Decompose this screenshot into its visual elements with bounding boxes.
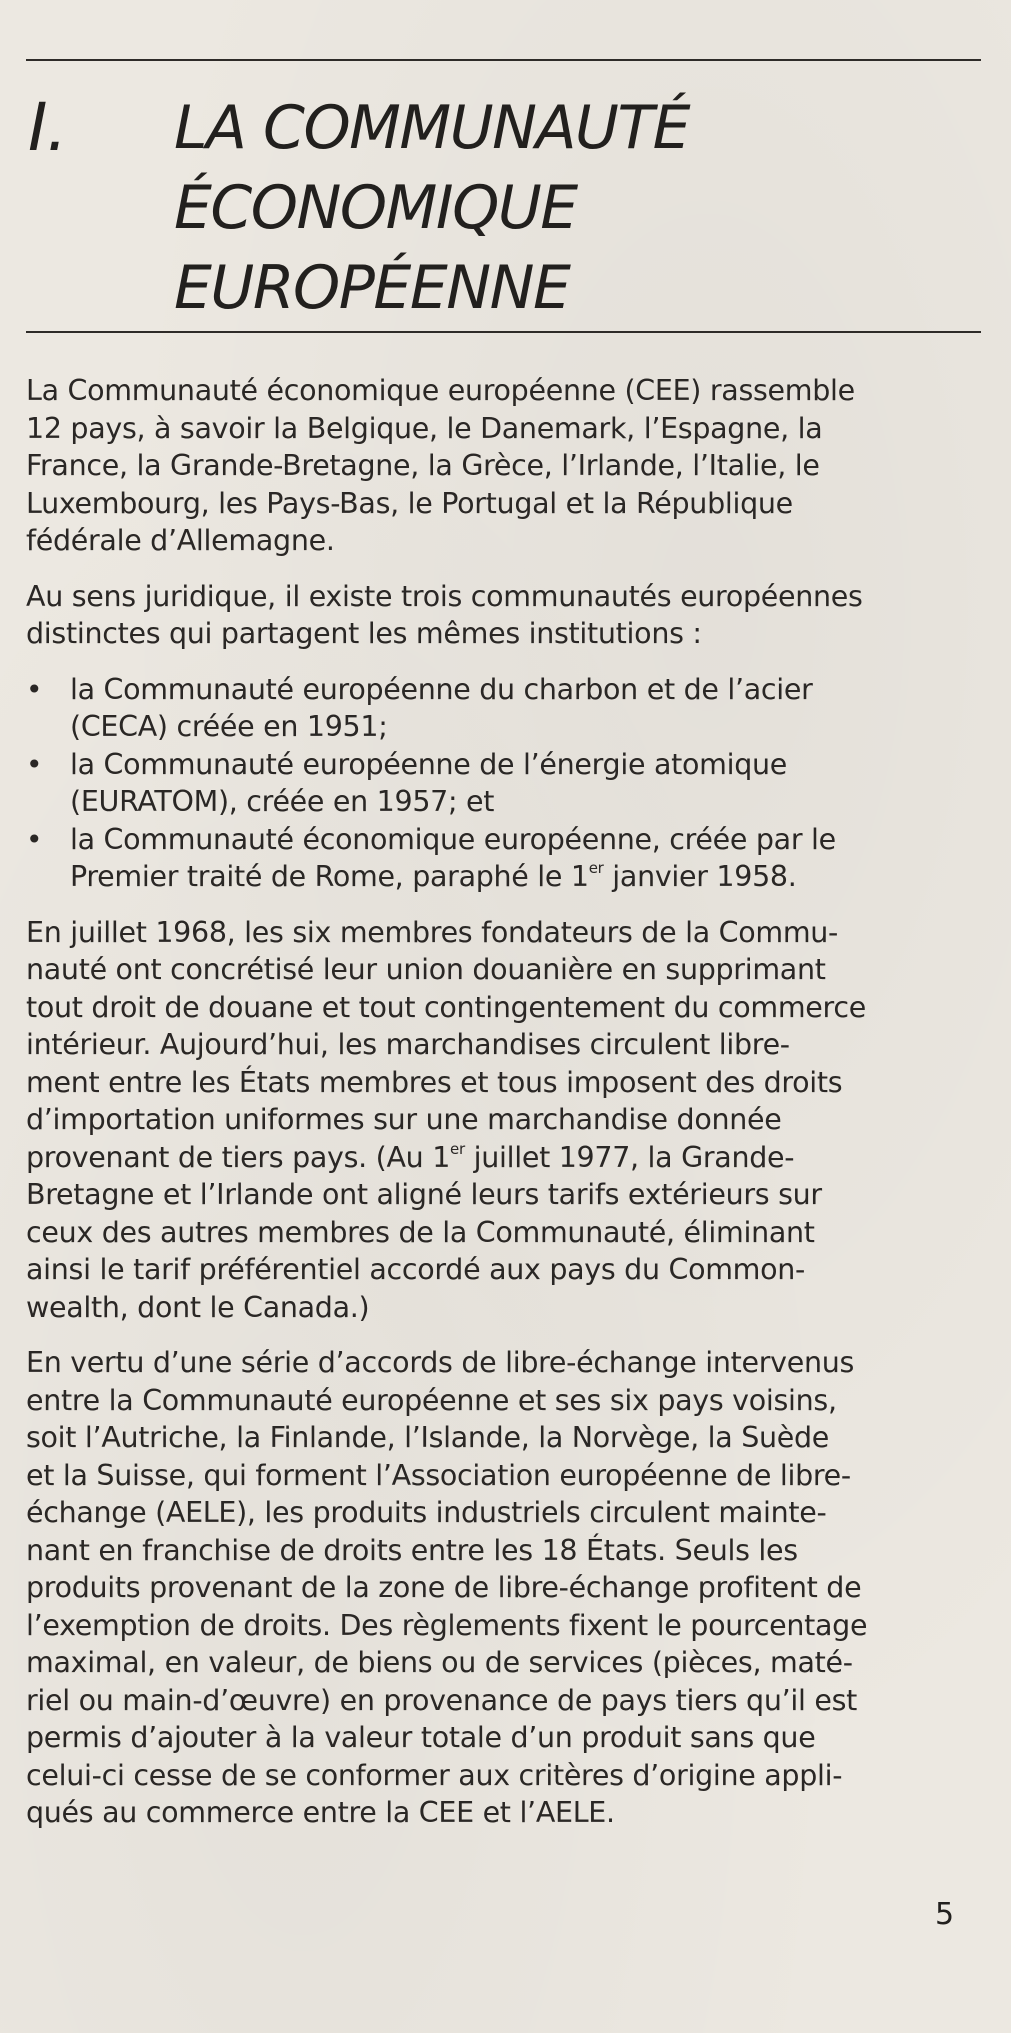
communities-list [26,671,981,896]
list-item [26,746,981,821]
text-line: (CECA) créée en 1951; [70,710,388,743]
ordinal-superscript: er [450,1139,465,1158]
text-line: permis d’ajouter à la valeur totale d’un produit sans que [26,1721,816,1754]
text-line: qués au commerce entre la CEE et l’AELE. [26,1796,615,1829]
text-line: 12 pays, à savoir la Belgique, le Danemark, l’Espagne, la [26,411,823,445]
text-line: intérieur. Aujourd’hui, les marchandises circulent libre- [26,1028,790,1061]
chapter-title [174,88,974,328]
page-number: 5 [935,1897,955,1932]
heading-bottom-rule [26,331,981,333]
text-line: France, la Grande-Bretagne, la Grèce, l’Irlande, l’Italie, le [26,449,820,482]
chapter-number: I. [28,89,67,166]
chapter-title-line: ÉCONOMIQUE [174,173,577,243]
text-line: la Communauté économique européenne, créée par le [70,822,836,856]
text-line: tout droit de douane et tout contingentement du commerce [26,990,866,1024]
text-line: d’importation uniformes sur une marchandise donnée [26,1103,782,1136]
text-line: distinctes qui partagent les mêmes institutions : [26,617,702,650]
text-line: ainsi le tarif préférentiel accordé aux pays du Common- [26,1253,806,1286]
text-line: entre la Communauté européenne et ses six pays voisins, [26,1383,837,1417]
heading-top-rule [26,59,981,61]
list-item [26,821,981,896]
text-line: l’exemption de droits. Des règlements fixent le pourcentage [26,1608,868,1642]
text-fragment: Premier traité de Rome, paraphé le 1 [70,860,589,893]
text-line: produits provenant de la zone de libre-échange profitent de [26,1571,862,1604]
text-line: Luxembourg, les Pays-Bas, le Portugal et la République [26,486,793,520]
chapter-title-line: EUROPÉENNE [174,253,570,323]
text-line: En juillet 1968, les six membres fondateurs de la Commu- [26,915,839,949]
text-line: la Communauté européenne de l’énergie atomique [70,747,787,781]
bullet-icon: • [26,747,43,781]
text-line: (EURATOM), créée en 1957; et [70,785,495,818]
bullet-icon: • [26,672,43,706]
text-fragment: janvier 1958. [603,860,797,893]
paragraph-free-trade [26,1344,981,1832]
text-line: maximal, en valeur, de biens ou de services (pièces, maté- [26,1646,853,1679]
text-line: nauté ont concrétisé leur union douanière en supprimant [26,953,826,986]
bullet-icon: • [26,822,43,856]
ordinal-superscript: er [588,859,604,877]
text-line: wealth, dont le Canada.) [26,1290,370,1324]
text-line: échange (AELE), les produits industriels circulent mainte- [26,1496,827,1529]
text-fragment: provenant de tiers pays. (Au 1 [26,1140,451,1174]
paragraph-membership [26,372,981,560]
text-line [26,1139,981,1177]
text-line: riel ou main-d’œuvre) en provenance de pays tiers qu’il est [26,1683,857,1717]
text-line: et la Suisse, qui forment l’Association européenne de libre- [26,1458,851,1492]
paragraph-legal-sense [26,578,981,653]
text-line: Bretagne et l’Irlande ont aligné leurs tarifs extérieurs sur [26,1178,822,1211]
text-line: nant en franchise de droits entre les 18 États. Seuls les [26,1533,798,1567]
text-line: la Communauté européenne du charbon et de l’acier [70,672,813,706]
text-line: En vertu d’une série d’accords de libre-échange intervenus [26,1346,855,1379]
text-line: ceux des autres membres de la Communauté, éliminant [26,1215,815,1249]
chapter-title-line: LA COMMUNAUTÉ [174,93,690,163]
text-line: Au sens juridique, il existe trois communautés européennes [26,579,863,613]
text-line: La Communauté économique européenne (CEE) rassemble [26,374,855,407]
body-text [26,372,981,1850]
text-fragment: juillet 1977, la Grande- [464,1140,795,1174]
text-line: celui-ci cesse de se conformer aux critères d’origine appli- [26,1758,843,1792]
list-item [26,671,981,746]
text-line: soit l’Autriche, la Finlande, l’Islande, la Norvège, la Suède [26,1421,830,1454]
text-line: fédérale d’Allemagne. [26,524,335,557]
paragraph-customs-union [26,914,981,1327]
text-line [70,858,981,896]
text-line: ment entre les États membres et tous imposent des droits [26,1065,843,1099]
